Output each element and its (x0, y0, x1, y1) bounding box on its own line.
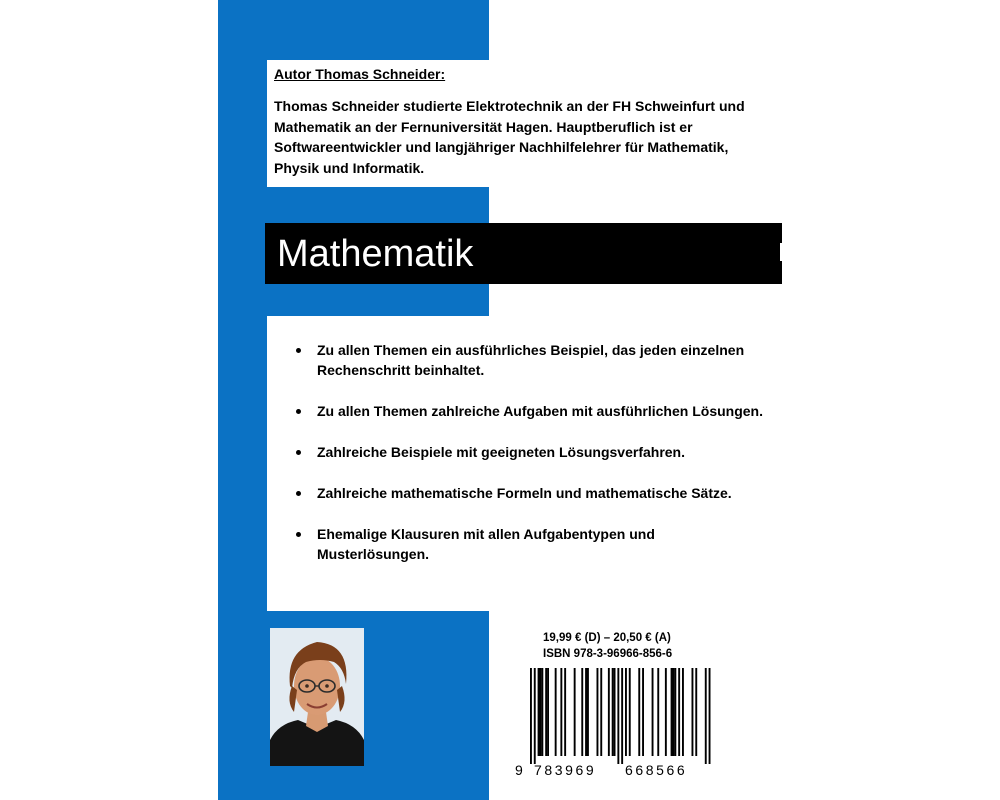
barcode-bar (538, 668, 540, 756)
barcode-bar (621, 668, 623, 764)
barcode-bar (657, 668, 659, 756)
isbn-label: ISBN 978-3-96966-856-6 (543, 648, 673, 660)
barcode-bar (678, 668, 680, 756)
barcode-bar (564, 668, 566, 756)
barcode-lead-digit: 9 (515, 762, 523, 778)
barcode-bar (540, 668, 542, 756)
feature-text: Zahlreiche Beispiele mit geeigneten Lösungsverfahren. (317, 444, 685, 460)
feature-text: Zu allen Themen ein ausführliches Beispiel, das jeden einzelnen Rechenschritt beinhaltet. (317, 342, 745, 378)
barcode-bar (597, 668, 599, 756)
isbn-barcode (515, 664, 715, 780)
barcode-bar (638, 668, 640, 756)
barcode-left-digits: 783969 (534, 762, 597, 778)
barcode-bar (709, 668, 711, 764)
barcode-bar (555, 668, 557, 756)
price-label: 19,99 € (D) – 20,50 € (A) (543, 632, 671, 644)
author-heading: Autor Thomas Schneider: (274, 66, 446, 82)
barcode-bar (560, 668, 562, 756)
barcode-bar (692, 668, 694, 756)
barcode-bar (705, 668, 707, 764)
bullet-icon (296, 532, 301, 537)
bullet-icon (296, 491, 301, 496)
author-bio: Thomas Schneider studierte Elektrotechnik an der FH Schweinfurt und Mathematik an der Fernuniversität Hagen. Hauptberuflich ist er Softwareentwickler und langjähriger Nachhilfelehrer für Mathematik, Physik und Informatik. (274, 98, 745, 176)
barcode-bar (674, 668, 676, 756)
feature-item (296, 401, 766, 421)
feature-text: Zahlreiche mathematische Formeln und mathematische Sätze. (317, 485, 732, 501)
bullet-icon (296, 409, 301, 414)
feature-text: Zu allen Themen zahlreiche Aufgaben mit ausführlichen Lösungen. (317, 403, 763, 419)
author-photo (270, 628, 364, 766)
barcode-bar (600, 668, 602, 756)
barcode-bar (673, 668, 675, 756)
feature-item (296, 524, 766, 564)
feature-text: Ehemalige Klausuren mit allen Aufgabentypen und Musterlösungen. (317, 526, 655, 562)
barcode-bar (574, 668, 576, 756)
barcode-bar (642, 668, 644, 756)
barcode-bar (608, 668, 610, 756)
barcode-bar (612, 668, 614, 756)
barcode-digits (515, 761, 715, 779)
feature-list (296, 340, 766, 585)
barcode-bar (625, 668, 627, 756)
barcode-bar (682, 668, 684, 756)
barcode-bar (629, 668, 631, 756)
bullet-icon (296, 348, 301, 353)
author-portrait-image (270, 628, 364, 766)
title-bar-notch (780, 243, 783, 261)
feature-item (296, 340, 766, 380)
barcode-bar (585, 668, 587, 756)
barcode-bar (534, 668, 536, 764)
barcode-bar (652, 668, 654, 756)
barcode-right-digits: 668566 (625, 762, 688, 778)
feature-item (296, 483, 766, 503)
barcode-bar (671, 668, 673, 756)
barcode-bar (695, 668, 697, 756)
bullet-icon (296, 450, 301, 455)
barcode-bar (587, 668, 589, 756)
barcode-bar (617, 668, 619, 764)
barcode-bar (530, 668, 532, 764)
barcode-bar (665, 668, 667, 756)
barcode-bar (545, 668, 547, 756)
barcode-bar (581, 668, 583, 756)
barcode-bars (515, 664, 715, 764)
feature-item (296, 442, 766, 462)
barcode-bar (547, 668, 549, 756)
barcode-bar (541, 668, 543, 756)
barcode-bar (614, 668, 616, 756)
book-title: Mathematik (277, 233, 474, 275)
